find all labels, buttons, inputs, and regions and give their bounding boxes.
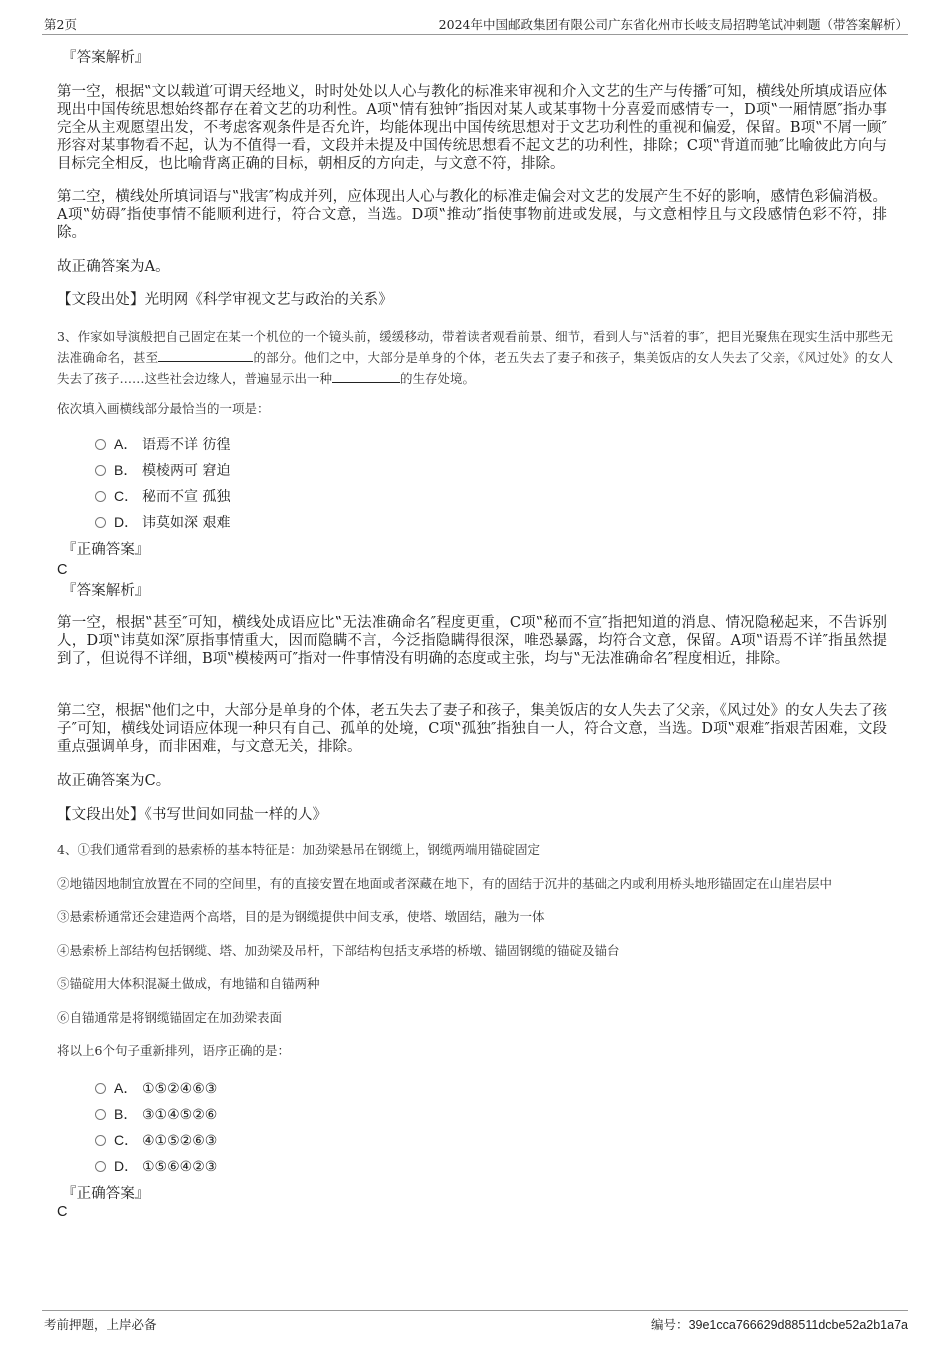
q4-prompt: 将以上6个句子重新排列，语序正确的是： <box>57 1043 290 1058</box>
footer-slogan: 考前押题，上岸必备 <box>44 1317 157 1332</box>
q4-option-d[interactable]: D． ①⑤⑥④②③ <box>95 1156 217 1176</box>
q4-sentence-6: ⑥自锚通常是将钢缆锚固定在加劲梁表面 <box>57 1010 283 1025</box>
q3-blank-2 <box>332 370 400 383</box>
q3-answer-label: 『正确答案』 <box>62 542 150 558</box>
radio-icon[interactable] <box>95 465 106 476</box>
page-header <box>42 14 908 35</box>
page-footer <box>42 1310 908 1332</box>
q3-prompt: 依次填入画横线部分最恰当的一项是： <box>57 401 270 416</box>
q3-analysis-para1: 第一空，根据‟甚至″可知，横线处成语应比‟无法准确命名″程度更重，C项‟秘而不宣″指把知道的消息、情况隐秘起来，不告诉别人，D项‟讳莫如深″原指事情重大，因而隐瞒不言，今泛指隐瞒得很深，唯恐暴露，均符合文意，保留。A项‟语焉不详″指虽然提到了，但说得不详细，B项‟模棱两可″指对一件事情没有明确的态度或主张，均与‟无法准确命名″程度相近，排除。 <box>57 615 887 667</box>
page-number: 第2页 <box>44 17 77 32</box>
q3-option-d[interactable]: D． 讳莫如深 艰难 <box>95 512 230 532</box>
q4-sentence-3: ③悬索桥通常还会建造两个高塔，目的是为钢缆提供中间支承，使塔、墩固结，融为一体 <box>57 909 545 924</box>
q2-source: 【文段出处】光明网《科学审视文艺与政治的关系》 <box>57 292 393 308</box>
radio-icon[interactable] <box>95 491 106 502</box>
radio-icon[interactable] <box>95 1161 106 1172</box>
q4-sentence-5: ⑤锚碇用大体积混凝土做成，有地锚和自锚两种 <box>57 976 320 991</box>
q3-stem-part3: 的生存处境。 <box>400 371 476 386</box>
q3-option-a[interactable]: A． 语焉不详 彷徨 <box>95 434 230 454</box>
q3-stem <box>57 326 893 389</box>
q3-option-c[interactable]: C． 秘而不宣 孤独 <box>95 486 230 506</box>
q3-conclusion: 故正确答案为C。 <box>57 773 171 789</box>
q3-blank-1 <box>158 349 253 362</box>
q4-sentence-4: ④悬索桥上部结构包括钢缆、塔、加劲梁及吊杆，下部结构包括支承塔的桥墩、锚固钢缆的锚碇及锚台 <box>57 943 620 958</box>
q3-source: 【文段出处】《书写世间如同盐一样的人》 <box>57 807 328 823</box>
q4-option-b[interactable]: B． ③①④⑤②⑥ <box>95 1104 217 1124</box>
radio-icon[interactable] <box>95 517 106 528</box>
q3-analysis-para2: 第二空，根据‟他们之中，大部分是单身的个体，老五失去了妻子和孩子，集美饭店的女人失去了父亲，《风过处》的女人失去了孩子″可知，横线处词语应体现一种只有自己、孤单的处境，C项‟孤独″指独自一人，符合文意，当选。D项‟艰难″指艰苦困难，文段重点强调单身，而非困难，与文意无关，排除。 <box>57 703 887 755</box>
radio-icon[interactable] <box>95 439 106 450</box>
q2-analysis-para1: 第一空，根据‟文以载道′可谓天经地义，时时处处以人心与教化的标准来审视和介入文艺的生产与传播″可知，横线处所填成语应体现出中国传统思想始终都存在着文艺的功利性。A项‟情有独钟″指因对某人或某事物十分喜爱而感情专一，D项‟一厢情愿″指办事完全从主观愿望出发，不考虑客观条件是否允许，均能体现出中国传统思想对于文艺功利性的重视和偏爱，保留。B项‟不屑一顾″形容对某事物看不起，认为不值得一看，文段并未提及中国传统思想看不起文艺的功利性，排除；C项‟背道而驰″比喻彼此方向与目标完全相反，也比喻背离正确的目标，朝相反的方向走，与文意不符，排除。 <box>57 84 887 172</box>
q3-answer: C <box>57 562 68 578</box>
document-title: 2024年中国邮政集团有限公司广东省化州市长岐支局招聘笔试冲刺题（带答案解析） <box>438 17 908 32</box>
q4-option-a[interactable]: A． ①⑤②④⑥③ <box>95 1078 217 1098</box>
q4-sentence-1: 4、①我们通常看到的悬索桥的基本特征是：加劲梁悬吊在钢缆上，钢缆两端用锚碇固定 <box>57 842 540 857</box>
q4-answer: C <box>57 1204 68 1220</box>
q3-option-b[interactable]: B． 模棱两可 窘迫 <box>95 460 230 480</box>
q2-conclusion: 故正确答案为A。 <box>57 259 170 275</box>
radio-icon[interactable] <box>95 1109 106 1120</box>
q3-stem-part2: 的部分。他们之中，大部分是单身的个体，老五失去了妻子和孩子，集美饭店的女人失去了父亲，《风过处》的女人失去了孩子……这些社会边缘人，普遍显示出一种 <box>57 350 893 386</box>
radio-icon[interactable] <box>95 1083 106 1094</box>
q2-analysis-para2: 第二空，横线处所填词语与‟戕害″构成并列，应体现出人心与教化的标准走偏会对文艺的发展产生不好的影响，感情色彩偏消极。A项‟妨碍″指使事情不能顺利进行，符合文意，当选。D项‟推动″指使事物前进或发展，与文意相悖且与文段感情色彩不符，排除。 <box>57 189 887 241</box>
q4-answer-label: 『正确答案』 <box>62 1186 150 1202</box>
q2-analysis-label: 『答案解析』 <box>62 50 150 66</box>
q3-analysis-label: 『答案解析』 <box>62 583 150 599</box>
q3-stem-part1: 3、作家如导演般把自己固定在某一个机位的一个镜头前，缓缓移动，带着读者观看前景、细节，看到人与‟活着的事″，把目光聚焦在现实生活中那些无法准确命名，甚至 <box>57 329 893 365</box>
radio-icon[interactable] <box>95 1135 106 1146</box>
document-code: 编号：39e1cca766629d88511dcbe52a2b1a7a <box>651 1317 908 1332</box>
q4-sentence-2: ②地锚因地制宜放置在不同的空间里，有的直接安置在地面或者深藏在地下，有的固结于沉井的基础之内或利用桥头地形锚固定在山崖岩层中 <box>57 876 833 891</box>
q4-option-c[interactable]: C． ④①⑤②⑥③ <box>95 1130 217 1150</box>
